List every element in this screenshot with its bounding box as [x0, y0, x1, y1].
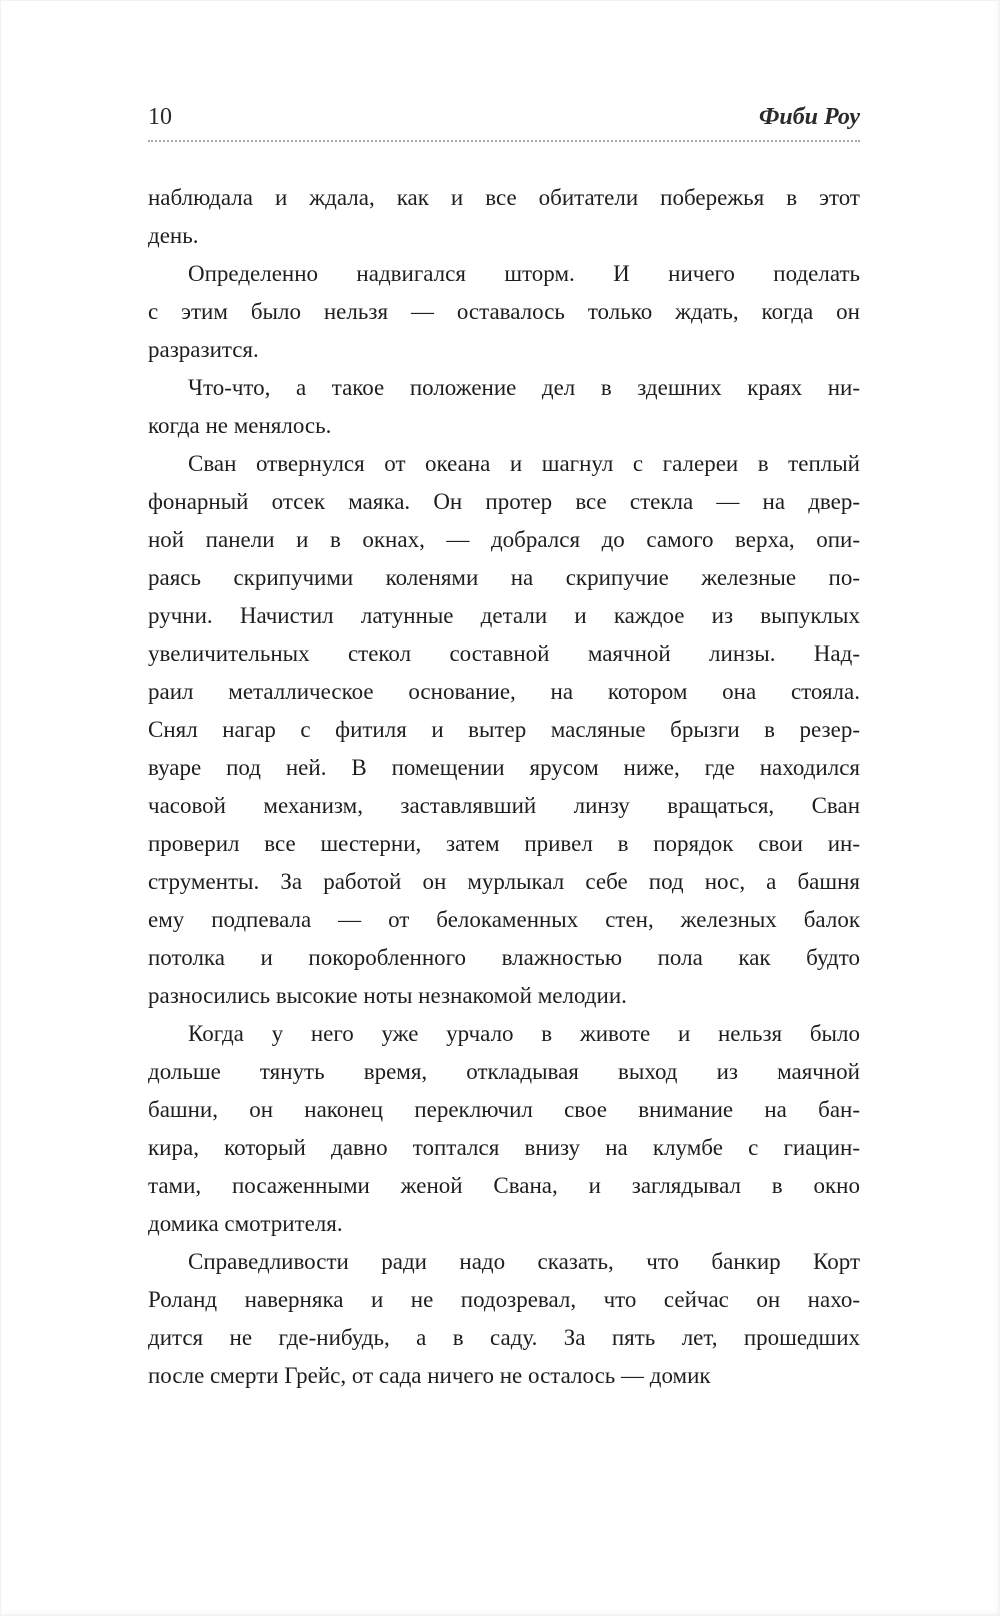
text-line: после смерти Грейс, от сада ничего не осталось — домик	[148, 1363, 711, 1388]
text-line: Роланд наверняка и не подозревал, что сейчас он нахо-	[148, 1287, 860, 1312]
running-head-author: Фиби Роу	[758, 104, 860, 130]
text-line: разносились высокие ноты незнакомой мелодии.	[148, 983, 627, 1008]
text-line: тами, посаженными женой Свана, и заглядывал в окно	[148, 1173, 860, 1198]
text-line: наблюдала и ждала, как и все обитатели побережья в этот	[148, 185, 860, 210]
text-line: увеличительных стекол составной маячной линзы. Над-	[148, 641, 860, 666]
text-line: потолка и покоробленного влажностью пола как будто	[148, 945, 860, 970]
page-body	[148, 179, 860, 1395]
text-line: Что-что, а такое положение дел в здешних краях ни-	[188, 375, 860, 400]
text-line: дится не где-нибудь, а в саду. За пять лет, прошедших	[148, 1325, 860, 1350]
text-line: раил металлическое основание, на котором она стояла.	[148, 679, 860, 704]
paragraph	[148, 369, 860, 445]
page-number: 10	[148, 104, 172, 130]
text-line: Определенно надвигался шторм. И ничего поделать	[188, 261, 860, 286]
text-line: часовой механизм, заставлявший линзу вращаться, Сван	[148, 793, 860, 818]
text-line: башни, он наконец переключил свое внимание на бан-	[148, 1097, 860, 1122]
page-content	[148, 104, 860, 1395]
text-line: ручни. Начистил латунные детали и каждое из выпуклых	[148, 603, 860, 628]
text-line: Сван отвернулся от океана и шагнул с галереи в теплый	[188, 451, 860, 476]
text-line: струменты. За работой он мурлыкал себе под нос, а башня	[148, 869, 860, 894]
paragraph	[148, 1015, 860, 1243]
paragraph	[148, 445, 860, 1015]
text-line: проверил все шестерни, затем привел в порядок свои ин-	[148, 831, 860, 856]
text-line: домика смотрителя.	[148, 1211, 343, 1236]
text-line: вуаре под ней. В помещении ярусом ниже, где находился	[148, 755, 860, 780]
text-line: разразится.	[148, 337, 259, 362]
text-line: Справедливости ради надо сказать, что банкир Корт	[188, 1249, 860, 1274]
text-line: когда не менялось.	[148, 413, 332, 438]
text-line: ему подпевала — от белокаменных стен, железных балок	[148, 907, 860, 932]
paragraph	[148, 255, 860, 369]
text-line: Когда у него уже урчало в животе и нельзя было	[188, 1021, 860, 1046]
running-head	[148, 104, 860, 131]
text-line: Снял нагар с фитиля и вытер масляные брызги в резер-	[148, 717, 860, 742]
text-line: с этим было нельзя — оставалось только ждать, когда он	[148, 299, 860, 324]
text-line: дольше тянуть время, откладывая выход из маячной	[148, 1059, 860, 1084]
dotted-rule	[148, 140, 860, 142]
paragraph	[148, 1243, 860, 1395]
text-line: день.	[148, 223, 199, 248]
text-line: ной панели и в окнах, — добрался до самого верха, опи-	[148, 527, 860, 552]
text-line: фонарный отсек маяка. Он протер все стекла — на двер-	[148, 489, 860, 514]
text-line: кира, который давно топтался внизу на клумбе с гиацин-	[148, 1135, 860, 1160]
text-line: раясь скрипучими коленями на скрипучие железные по-	[148, 565, 860, 590]
paragraph	[148, 179, 860, 255]
